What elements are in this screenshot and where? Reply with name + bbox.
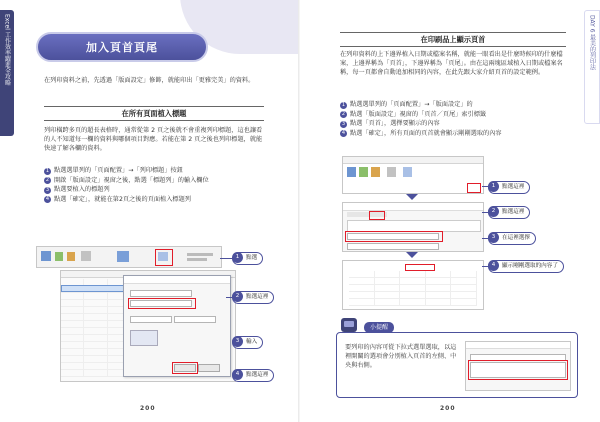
tip-text: 要列印的內容可從下拉式選單選取，以這裡開關的選項會分別植入頁首的左側、中央與右側。 [345, 344, 457, 369]
callout-number: 3 [232, 336, 243, 347]
page-number-left: 200 [140, 405, 156, 412]
callout-number: 4 [232, 369, 243, 380]
callout-text: 點選這裡 [246, 372, 269, 378]
excel-dialog-screenshot [60, 270, 236, 382]
right-ribbon-screenshot [342, 156, 484, 194]
step-number: 2 [45, 177, 50, 184]
page-number-right: 200 [440, 405, 456, 412]
callout-1 [232, 252, 263, 265]
tip-label: 小提醒 [364, 322, 394, 333]
step-item [340, 129, 576, 139]
right-section-title: 在印刷品上顯示頁首 [340, 32, 566, 47]
section-title: 在所有頁面植入標題 [44, 106, 264, 121]
tip-monitor-icon [341, 318, 357, 332]
steps-list [44, 166, 274, 204]
body-paragraph: 列印橫跨多頁的超長表格時，通常從第 2 頁之後就不會重複列印標題，這也讓看的人不知道每一欄的資料與哪個項目對應。若能在第 2 頁之後也列印標題，就能快速了解各欄的資料。 [44, 127, 263, 152]
page-setup-dialog-screenshot [342, 202, 484, 252]
step-number: 3 [341, 120, 346, 127]
step-text: 開啟「版面設定」視窗之後，點選「標題列」的輸入欄位 [54, 176, 209, 184]
left-side-tab [0, 10, 14, 136]
callout-4 [232, 369, 274, 382]
step-text: 點選「頁首」，選擇要顯示的內容 [350, 120, 440, 128]
excel-ribbon-screenshot [36, 246, 222, 268]
callout-number: 3 [488, 232, 499, 243]
step-number: 4 [341, 130, 346, 137]
arrow-down-icon [406, 194, 418, 200]
step-text: 點選「版面設定」視窗的「頁首／頁尾」索引標籤 [350, 110, 487, 118]
callout-text: 在這裡選擇 [502, 235, 530, 241]
tip-screenshot [465, 341, 571, 391]
step-text: 點選選單列的「頁面配置」→「版面設定」的 [350, 101, 473, 108]
intro-paragraph: 在列印資料之前，先透過「版面設定」修飾，就能印出「更雅完美」的資料。 [44, 77, 255, 84]
callout-3 [232, 336, 263, 349]
callout-text: 顯示剛剛選取的內容了 [502, 263, 558, 269]
step-text: 點選「確定」，所有頁面的頁首就會顯示剛剛選取的內容 [350, 129, 502, 137]
step-number: 2 [341, 111, 346, 118]
step-number: 4 [45, 196, 50, 203]
print-preview-screenshot [342, 260, 484, 310]
step-item [44, 185, 274, 195]
callout-text: 點選這裡 [502, 209, 525, 215]
arrow-down-icon [406, 252, 418, 258]
step-item [44, 195, 274, 205]
callout-text: 點選這裡 [246, 294, 269, 300]
right-callout-2 [488, 206, 530, 219]
callout-number: 1 [232, 252, 243, 263]
right-body-paragraph: 在列印資料的上下邊界植入日期或檔案名稱，就能一眼看出是什麼時候印的什麼檔案，上邊界稱為「頁首」，下邊界稱為「頁尾」。由在這兩塊區域植入日期或檔案名稱，每一頁都會自動追加相同的內容，在此先跟大家介紹頁首的設定範例。 [340, 51, 563, 76]
step-text: 點選「確定」，就能在第2頁之後的頁面植入標題列 [54, 195, 191, 203]
callout-number: 1 [488, 181, 499, 192]
right-callout-1 [488, 181, 530, 194]
right-callout-3 [488, 232, 536, 245]
step-item [44, 176, 274, 186]
right-callout-4 [488, 260, 564, 273]
callout-text: 輸入 [246, 339, 258, 345]
step-number: 3 [45, 186, 50, 193]
step-item [340, 110, 576, 120]
step-number: 1 [45, 167, 50, 174]
callout-number: 4 [488, 260, 499, 271]
step-number: 1 [341, 101, 346, 108]
step-item [44, 166, 274, 176]
callout-number: 2 [488, 206, 499, 217]
callout-text: 點選 [246, 255, 258, 261]
step-text: 點選要植入的標題列 [54, 186, 110, 194]
page-heading [36, 32, 208, 62]
step-item [340, 119, 576, 129]
callout-text: 點選這裡 [502, 184, 525, 190]
callout-2 [232, 291, 274, 304]
step-item [340, 100, 576, 110]
step-text: 點選選單列的「頁面配置」→「列印標題」按鈕 [54, 167, 183, 174]
right-side-tab [584, 10, 600, 124]
callout-number: 2 [232, 291, 243, 302]
tip-box [336, 332, 578, 398]
left-side-tab-label: Excel 工作效率躍進全攻略 [3, 14, 11, 86]
right-steps-list [340, 100, 576, 138]
page-heading-text: 加入頁首頁尾 [86, 41, 158, 54]
right-side-tab-label: DAY 6 最美的列印法 [588, 15, 596, 71]
